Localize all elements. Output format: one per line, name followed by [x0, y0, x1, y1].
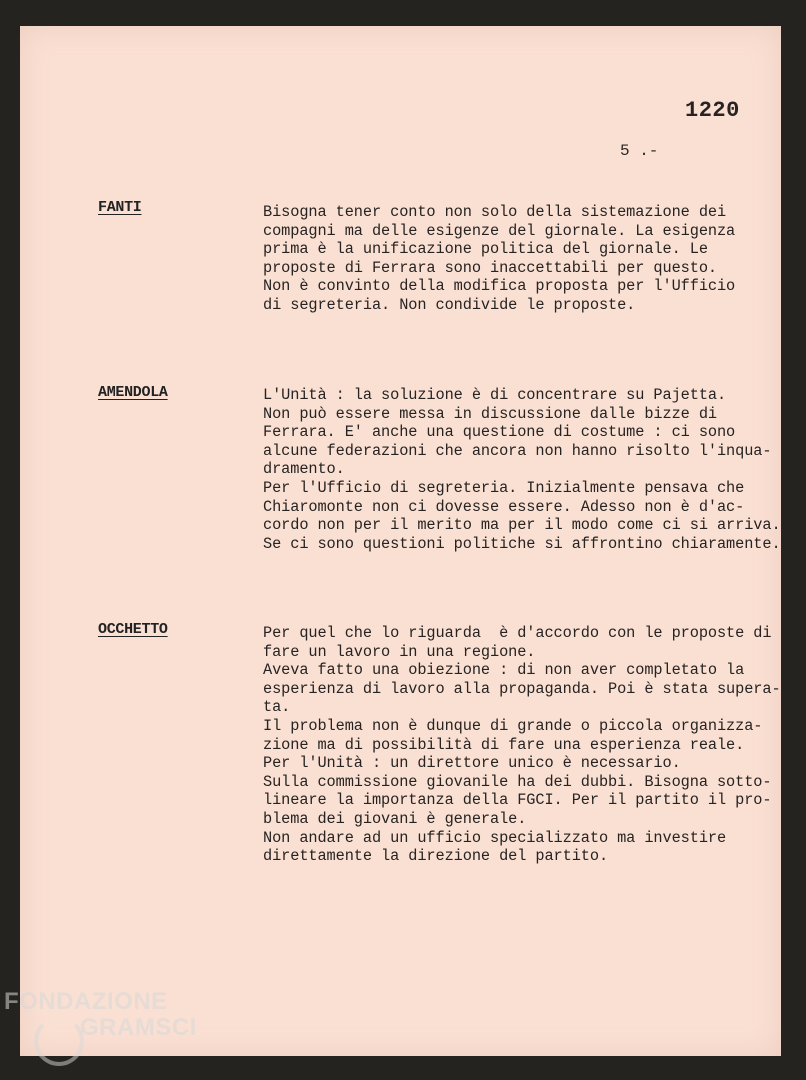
speaker-amendola: AMENDOLA: [98, 384, 168, 401]
speaker-fanti: FANTI: [98, 199, 142, 216]
fondazione-gramsci-watermark: [4, 988, 197, 1042]
sub-page-number: 5 .-: [620, 142, 659, 160]
watermark-logo-icon: [34, 1016, 84, 1066]
speaker-occhetto: OCCHETTO: [98, 621, 168, 638]
watermark-line1: FONDAZIONE: [4, 988, 168, 1015]
speech-fanti: Bisogna tener conto non solo della sistemazione dei compagni ma delle esigenze del giornale. La esigenza prima è la unificazione politica del giornale. Le proposte di Ferrara sono inaccettabili per questo. Non è convinto della modifica proposta per l'Ufficio di segreteria. Non condivide le proposte.: [263, 203, 736, 314]
document-page: [20, 26, 781, 1056]
speech-amendola: L'Unità : la soluzione è di concentrare su Pajetta. Non può essere messa in discussione dalle bizze di Ferrara. E' anche una questione di costume : ci sono alcune federazioni che ancora non hanno risolto l'inqua- dramento. Per l'Ufficio di segreteria. Inizialmente pensava che Chiaromonte non ci dovesse essere. Adesso non è d'ac- cordo non per il merito ma per il modo come ci si arriva. Se ci sono questioni politiche si affrontino chiaramente.: [263, 386, 781, 553]
watermark-line2: GRAMSCI: [80, 1014, 197, 1041]
page-number: 1220: [685, 98, 740, 123]
speech-occhetto: Per quel che lo riguarda è d'accordo con le proposte di fare un lavoro in una regione. Aveva fatto una obiezione : di non aver completato la esperienza di lavoro alla propaganda. Poi è stata supera- ta. Il problema non è dunque di grande o piccola organizza- zione ma di possibilità di fare una esperienza reale. Per l'Unità : un direttore unico è necessario. Sulla commissione giovanile ha dei dubbi. Bisogna sotto- lineare la importanza della FGCI. Per il partito il pro- blema dei giovani è generale. Non andare ad un ufficio specializzato ma investire direttamente la direzione del partito.: [263, 624, 781, 866]
